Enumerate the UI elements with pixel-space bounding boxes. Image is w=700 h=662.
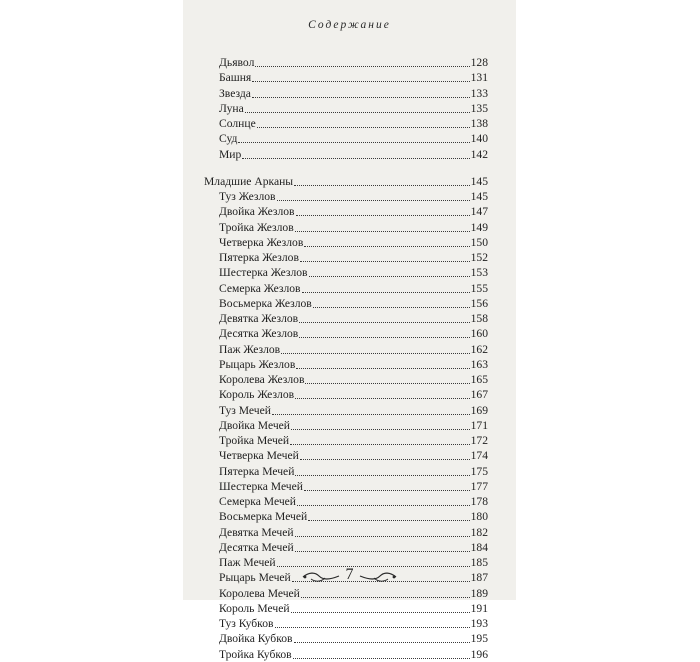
dot-leader <box>304 232 469 247</box>
toc-entry-page: 142 <box>470 147 488 161</box>
toc-entry-page: 169 <box>470 403 488 417</box>
toc-entry-page: 172 <box>470 434 488 447</box>
dot-leader <box>252 67 469 82</box>
toc-entry-page: 138 <box>470 117 488 130</box>
toc-entry-title: Звезда <box>219 86 251 100</box>
toc-entry-page: 177 <box>470 479 488 493</box>
toc-entry-page: 195 <box>470 632 488 646</box>
toc-entry-title: Шестерка Мечей <box>219 479 303 493</box>
dot-leader <box>295 461 469 476</box>
toc-entry-page: 153 <box>470 266 488 280</box>
toc-entry-title: Четверка Мечей <box>219 449 299 463</box>
toc-entry-page: 175 <box>470 464 488 478</box>
toc-entry-title: Шестерка Жезлов <box>219 266 308 280</box>
toc-entry-page: 131 <box>470 71 488 85</box>
right-ornament-icon <box>358 570 398 584</box>
toc-entry-title: Пятерка Жезлов <box>219 251 299 264</box>
dot-leader <box>294 171 470 186</box>
toc-entry-page: 182 <box>470 525 488 539</box>
dot-leader <box>272 400 470 415</box>
page-footer <box>183 566 516 586</box>
dot-leader <box>290 430 469 445</box>
toc-entry-title: Двойка Мечей <box>219 418 291 432</box>
toc-entry-title: Рыцарь Мечей <box>219 571 291 585</box>
book-page <box>183 0 516 661</box>
toc-entry-title: Туз Мечей <box>219 403 271 417</box>
toc-entry-page: 171 <box>470 418 488 432</box>
dot-leader <box>295 384 470 399</box>
toc-entry-title: Четверка Жезлов <box>219 235 304 249</box>
toc-entry-title: Младшие Арканы <box>204 174 294 188</box>
toc-entry-page: 167 <box>470 388 488 402</box>
page-number: 7 <box>345 566 354 583</box>
toc-entry-title: Туз Жезлов <box>219 190 276 203</box>
dot-leader <box>293 644 470 659</box>
dot-leader <box>297 491 470 506</box>
toc-entry-page: 155 <box>470 281 488 295</box>
dot-leader <box>252 83 470 98</box>
dot-leader <box>255 52 469 67</box>
dot-leader <box>295 522 470 537</box>
toc-entry-title: Паж Жезлов <box>219 342 281 356</box>
toc-entry-title: Двойка Жезлов <box>219 205 295 219</box>
toc-entry-title: Луна <box>219 101 244 115</box>
toc-entry-page: 174 <box>470 449 488 463</box>
dot-leader <box>300 445 470 460</box>
dot-leader <box>281 339 469 354</box>
toc-entry-title: Королева Жезлов <box>219 373 305 386</box>
toc-entry-title: Семерка Мечей <box>219 495 296 508</box>
dot-leader <box>296 354 469 369</box>
toc-entry-page: 128 <box>470 56 488 69</box>
toc-entry-page: 191 <box>470 601 488 615</box>
toc-entry-title: Король Жезлов <box>219 388 295 402</box>
toc-entry-page: 133 <box>470 86 488 100</box>
toc-entry-title: Суд <box>219 132 238 146</box>
dot-leader <box>238 128 469 143</box>
dot-leader <box>291 598 470 613</box>
toc-entry-page: 158 <box>470 312 488 325</box>
toc-entry-page: 187 <box>470 571 488 585</box>
toc-entry-title: Десятка Мечей <box>219 540 294 554</box>
toc-entry-title: Мир <box>219 147 242 161</box>
dot-leader <box>296 201 470 216</box>
toc-entry-page: 185 <box>470 556 488 569</box>
toc-entry-page: 184 <box>470 540 488 554</box>
toc-entry-title: Паж Мечей <box>219 556 276 569</box>
toc-entry-page: 149 <box>470 220 488 234</box>
dot-leader <box>300 247 470 262</box>
dot-leader <box>309 262 470 277</box>
toc-entry-page: 135 <box>470 101 488 115</box>
toc-entry-page: 152 <box>470 251 488 264</box>
toc-entry-page: 156 <box>470 296 488 310</box>
toc-entry-page: 147 <box>470 205 488 219</box>
toc-entry <box>219 648 488 662</box>
toc-entry-page: 150 <box>470 235 488 249</box>
toc-entry-title: Дьявол <box>219 56 255 69</box>
toc-entry-title: Королева Мечей <box>219 586 300 600</box>
toc-entry-page: 163 <box>470 357 488 371</box>
toc-entry-title: Двойка Кубков <box>219 632 293 646</box>
toc-entry-title: Король Мечей <box>219 601 290 615</box>
toc-entry-title: Туз Кубков <box>219 617 274 630</box>
toc-entry-title: Тройка Мечей <box>219 434 290 447</box>
dot-leader <box>299 308 469 323</box>
dot-leader <box>242 144 469 159</box>
dot-leader <box>257 113 470 128</box>
toc-entry-title: Пятерка Мечей <box>219 464 295 478</box>
toc-entry-title: Солнце <box>219 117 256 130</box>
toc-entry-page: 162 <box>470 342 488 356</box>
toc-entry-title: Башня <box>219 71 252 85</box>
toc-entry-page: 178 <box>470 495 488 508</box>
toc-entry-title: Девятка Жезлов <box>219 312 299 325</box>
dot-leader <box>313 293 470 308</box>
toc-entry-page: 180 <box>470 510 488 524</box>
toc-entry-title: Восьмерка Жезлов <box>219 296 312 310</box>
toc-entry-title: Тройка Жезлов <box>219 220 294 234</box>
toc-entry-page: 160 <box>470 327 488 341</box>
toc-entry-page: 165 <box>470 373 488 386</box>
toc-entry-page: 193 <box>470 617 488 630</box>
dot-leader <box>245 98 470 113</box>
dot-leader <box>304 476 470 491</box>
dot-leader <box>291 415 470 430</box>
toc-entry-title: Тройка Кубков <box>219 647 292 661</box>
dot-leader <box>295 537 470 552</box>
dot-leader <box>277 552 470 567</box>
dot-leader <box>302 278 470 293</box>
toc-entry-page: 196 <box>470 647 488 661</box>
toc-entry-title: Девятка Мечей <box>219 525 294 539</box>
toc-entry-page: 189 <box>470 586 488 600</box>
dot-leader <box>277 186 470 201</box>
toc-entry-title: Семерка Жезлов <box>219 281 301 295</box>
toc-entry-page: 145 <box>470 190 488 203</box>
dot-leader <box>275 613 470 628</box>
toc-entry-title: Десятка Жезлов <box>219 327 299 341</box>
toc-entry-title: Восьмерка Мечей <box>219 510 308 524</box>
dot-leader <box>295 217 470 232</box>
toc-entry <box>219 148 488 162</box>
toc-entry-page: 145 <box>470 174 488 188</box>
dot-leader <box>308 506 469 521</box>
toc-entry-page: 140 <box>470 132 488 146</box>
toc-entry-title: Рыцарь Жезлов <box>219 357 296 371</box>
dot-leader <box>294 628 470 643</box>
page-header: Содержание <box>308 19 391 31</box>
dot-leader <box>305 369 469 384</box>
dot-leader <box>299 323 469 338</box>
